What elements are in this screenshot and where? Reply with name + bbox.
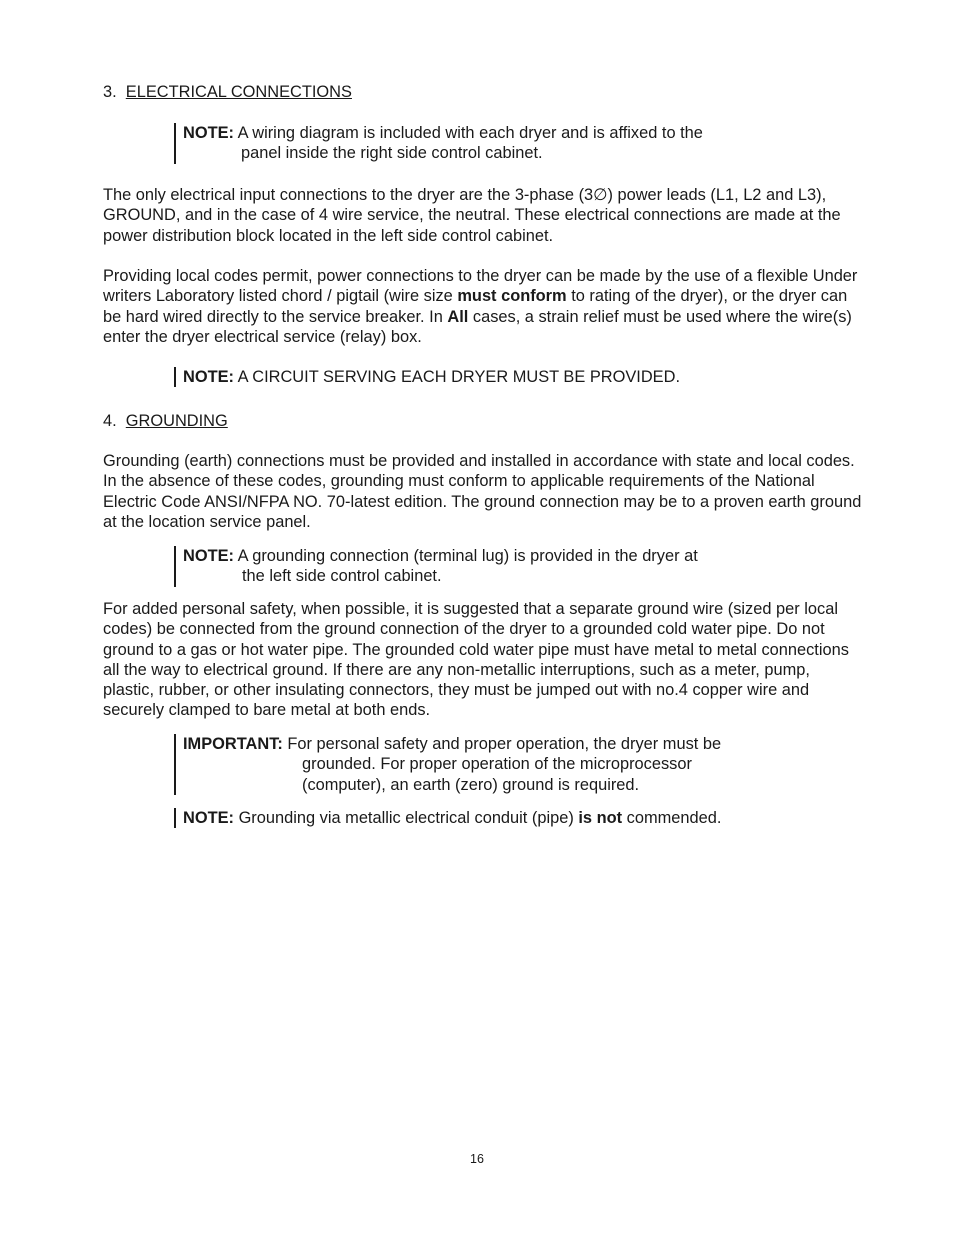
- note-text: Grounding via metallic electrical conduit (pipe): [238, 809, 579, 827]
- text-run: Providing local codes permit, power connections to the dryer can be made by the use of a flexible Under writers Laboratory listed chord / pigtail (wire size: [103, 267, 858, 306]
- text-run: to rating of the dryer), or the dryer can be hard wired directly to the service breaker. In: [103, 287, 848, 326]
- note-text: commended.: [622, 809, 722, 827]
- note-text: A wiring diagram is included with each dryer and is affixed to the: [237, 124, 703, 142]
- note-line-2: the left side control cabinet.: [242, 567, 442, 586]
- section-title: ELECTRICAL CONNECTIONS: [125, 83, 352, 101]
- important-line-3: (computer), an earth (zero) ground is required.: [302, 775, 640, 794]
- bold-run: must conform: [457, 287, 567, 306]
- important-line-2: grounded. For proper operation of the microprocessor: [302, 755, 692, 774]
- bold-run: is not: [578, 809, 623, 827]
- important-text: For personal safety and proper operation, the dryer must be: [287, 735, 722, 753]
- section-number: 4.: [103, 412, 117, 430]
- note-line-1: [183, 546, 698, 566]
- note-label: NOTE:: [183, 368, 234, 386]
- important-line-1: [183, 734, 721, 754]
- bold-run: All: [447, 307, 469, 326]
- note-line-1: [183, 367, 680, 387]
- paragraph-electrical-inputs: The only electrical input connections to the dryer are the 3-phase (3∅) power leads (L1, L2 and L3), GROUND, and in the case of 4 wire service, the neutral. These electrical connections are made at the power distribution block located in the left side control cabinet.: [103, 186, 841, 245]
- paragraph-power-connections: [103, 266, 863, 347]
- note-text: A CIRCUIT SERVING EACH DRYER MUST BE PROVIDED.: [237, 368, 680, 386]
- section-number: 3.: [103, 83, 117, 101]
- section-title: GROUNDING: [125, 412, 228, 430]
- important-notice: [174, 734, 721, 795]
- note-label: NOTE:: [183, 809, 234, 827]
- section-4-heading: [103, 411, 228, 431]
- paragraph-ground-wire: For added personal safety, when possible, it is suggested that a separate ground wire (sized per local codes) be connected from the ground connection of the dryer to a grounded cold water pipe. Do not ground to a gas or hot water pipe. The grounded cold water pipe must have metal to metal connections all the way to electrical ground. If there are any non-metallic interruptions, such as a meter, pump, plastic, rubber, or other insulating connectors, they must be jumped out with no.4 copper wire and securely clamped to bare metal at both ends.: [103, 600, 849, 720]
- note-label: NOTE:: [183, 124, 234, 142]
- note-line-1: [183, 808, 721, 828]
- important-label: IMPORTANT:: [183, 735, 283, 753]
- note-conduit: [174, 808, 721, 828]
- note-label: NOTE:: [183, 547, 234, 565]
- note-circuit: [174, 367, 680, 387]
- paragraph-grounding-codes: Grounding (earth) connections must be provided and installed in accordance with state and local codes. In the absence of these codes, grounding must conform to applicable requirements of the National Electric Code ANSI/NFPA NO. 70-latest edition. The ground connection may be to a proven earth ground at the location service panel.: [103, 452, 862, 531]
- note-grounding-connection: [174, 546, 698, 587]
- note-line-2: panel inside the right side control cabinet.: [241, 144, 543, 163]
- note-text: A grounding connection (terminal lug) is provided in the dryer at: [237, 547, 698, 565]
- text-run: cases, a strain relief must be used where the wire(s) enter the dryer electrical service (relay) box.: [103, 307, 852, 346]
- note-wiring-diagram: [174, 123, 703, 164]
- section-3-heading: [103, 82, 352, 102]
- note-line-1: [183, 123, 703, 143]
- page-number: 16: [470, 1152, 484, 1166]
